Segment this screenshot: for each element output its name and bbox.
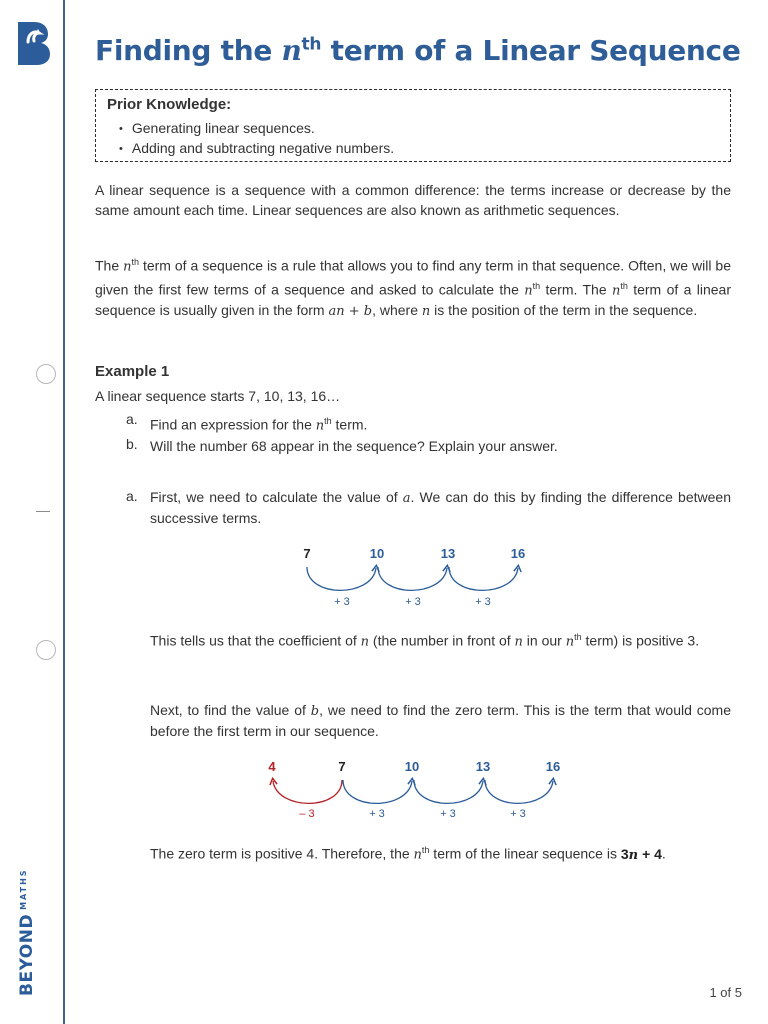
zero-difference-label: – 3: [299, 808, 315, 820]
question-letter: a.: [126, 411, 138, 427]
coefficient-paragraph: This tells us that the coefficient of n (the number in front of n in our $n^{th}$ term) is positive 3.: [150, 632, 700, 650]
difference-arc: [414, 780, 483, 803]
brand-subname: MATHS: [19, 868, 28, 910]
difference-label: + 3: [510, 808, 526, 820]
punch-hole: [36, 364, 56, 384]
punch-hole: [36, 640, 56, 660]
sequence-term: 7: [338, 759, 346, 774]
sequence-term: 13: [440, 546, 456, 561]
difference-label: + 3: [475, 596, 491, 608]
difference-arc: [378, 567, 447, 590]
sequence-term: 7: [303, 546, 311, 561]
example-title: Example 1: [95, 363, 170, 380]
list-item: • Adding and subtracting negative numbers.: [119, 138, 394, 158]
page-title: Finding the $n^{th}$ term of a Linear Sequence: [95, 34, 741, 67]
fold-mark: [36, 511, 50, 512]
page-number: 1 of 5: [709, 985, 742, 1000]
difference-arc: [449, 567, 518, 590]
sequence-term: 16: [545, 759, 561, 774]
sequence-term: 13: [475, 759, 491, 774]
prior-knowledge-list: [119, 118, 394, 158]
question-b: Will the number 68 appear in the sequence? Explain your answer.: [150, 438, 558, 454]
brand-name: BEYOND: [17, 913, 37, 996]
question-a: Find an expression for the $n^{th}$ term.: [150, 416, 368, 434]
prior-knowledge-box: [95, 89, 731, 162]
margin-line: [63, 0, 65, 1024]
difference-label: + 3: [440, 808, 456, 820]
conclusion-paragraph: The zero term is positive 4. Therefore, the $n^{th}$ term of the linear sequence is 3n + 4.: [150, 845, 666, 863]
zero-difference-arc: [273, 780, 342, 803]
answer-expression: 3n + 4: [620, 845, 662, 863]
sequence-term: 10: [369, 546, 385, 561]
difference-label: + 3: [369, 808, 385, 820]
difference-label: + 3: [405, 596, 421, 608]
difference-arc: [343, 780, 412, 803]
answer-letter: a.: [126, 488, 138, 504]
list-item: • Generating linear sequences.: [119, 118, 394, 138]
beyond-logo-icon: [14, 20, 52, 66]
zero-term: 4: [268, 759, 276, 774]
example-intro: A linear sequence starts 7, 10, 13, 16…: [95, 388, 341, 404]
intro-paragraph: A linear sequence is a sequence with a common difference: the terms increase or decrease by the same amount each time. Linear sequences are also known as arithmetic sequences.: [95, 182, 731, 218]
brand-wordmark: [17, 868, 37, 996]
difference-arc: [307, 567, 376, 590]
difference-arc: [485, 780, 553, 803]
difference-label: + 3: [334, 596, 350, 608]
prior-knowledge-heading: Prior Knowledge:: [107, 96, 232, 113]
step-difference: First, we need to calculate the value of a. We can do this by finding the difference between successive terms.: [150, 489, 731, 526]
sequence-term: 10: [404, 759, 420, 774]
question-letter: b.: [126, 436, 138, 452]
zero-term-paragraph: Next, to find the value of b, we need to find the zero term. This is the term that would come before the first term in our sequence.: [150, 702, 731, 739]
sequence-term: 16: [510, 546, 526, 561]
nth-term-paragraph: The $n^{th}$ term of a sequence is a rule that allows you to find any term in that sequence. Often, we will be given the first few terms of a sequence and asked to calculate the $n^{th}$ term. The $n^{th}$ term of a linear sequence is usually given in the form an + b, where n is the position of the term in the sequence.: [95, 257, 732, 320]
